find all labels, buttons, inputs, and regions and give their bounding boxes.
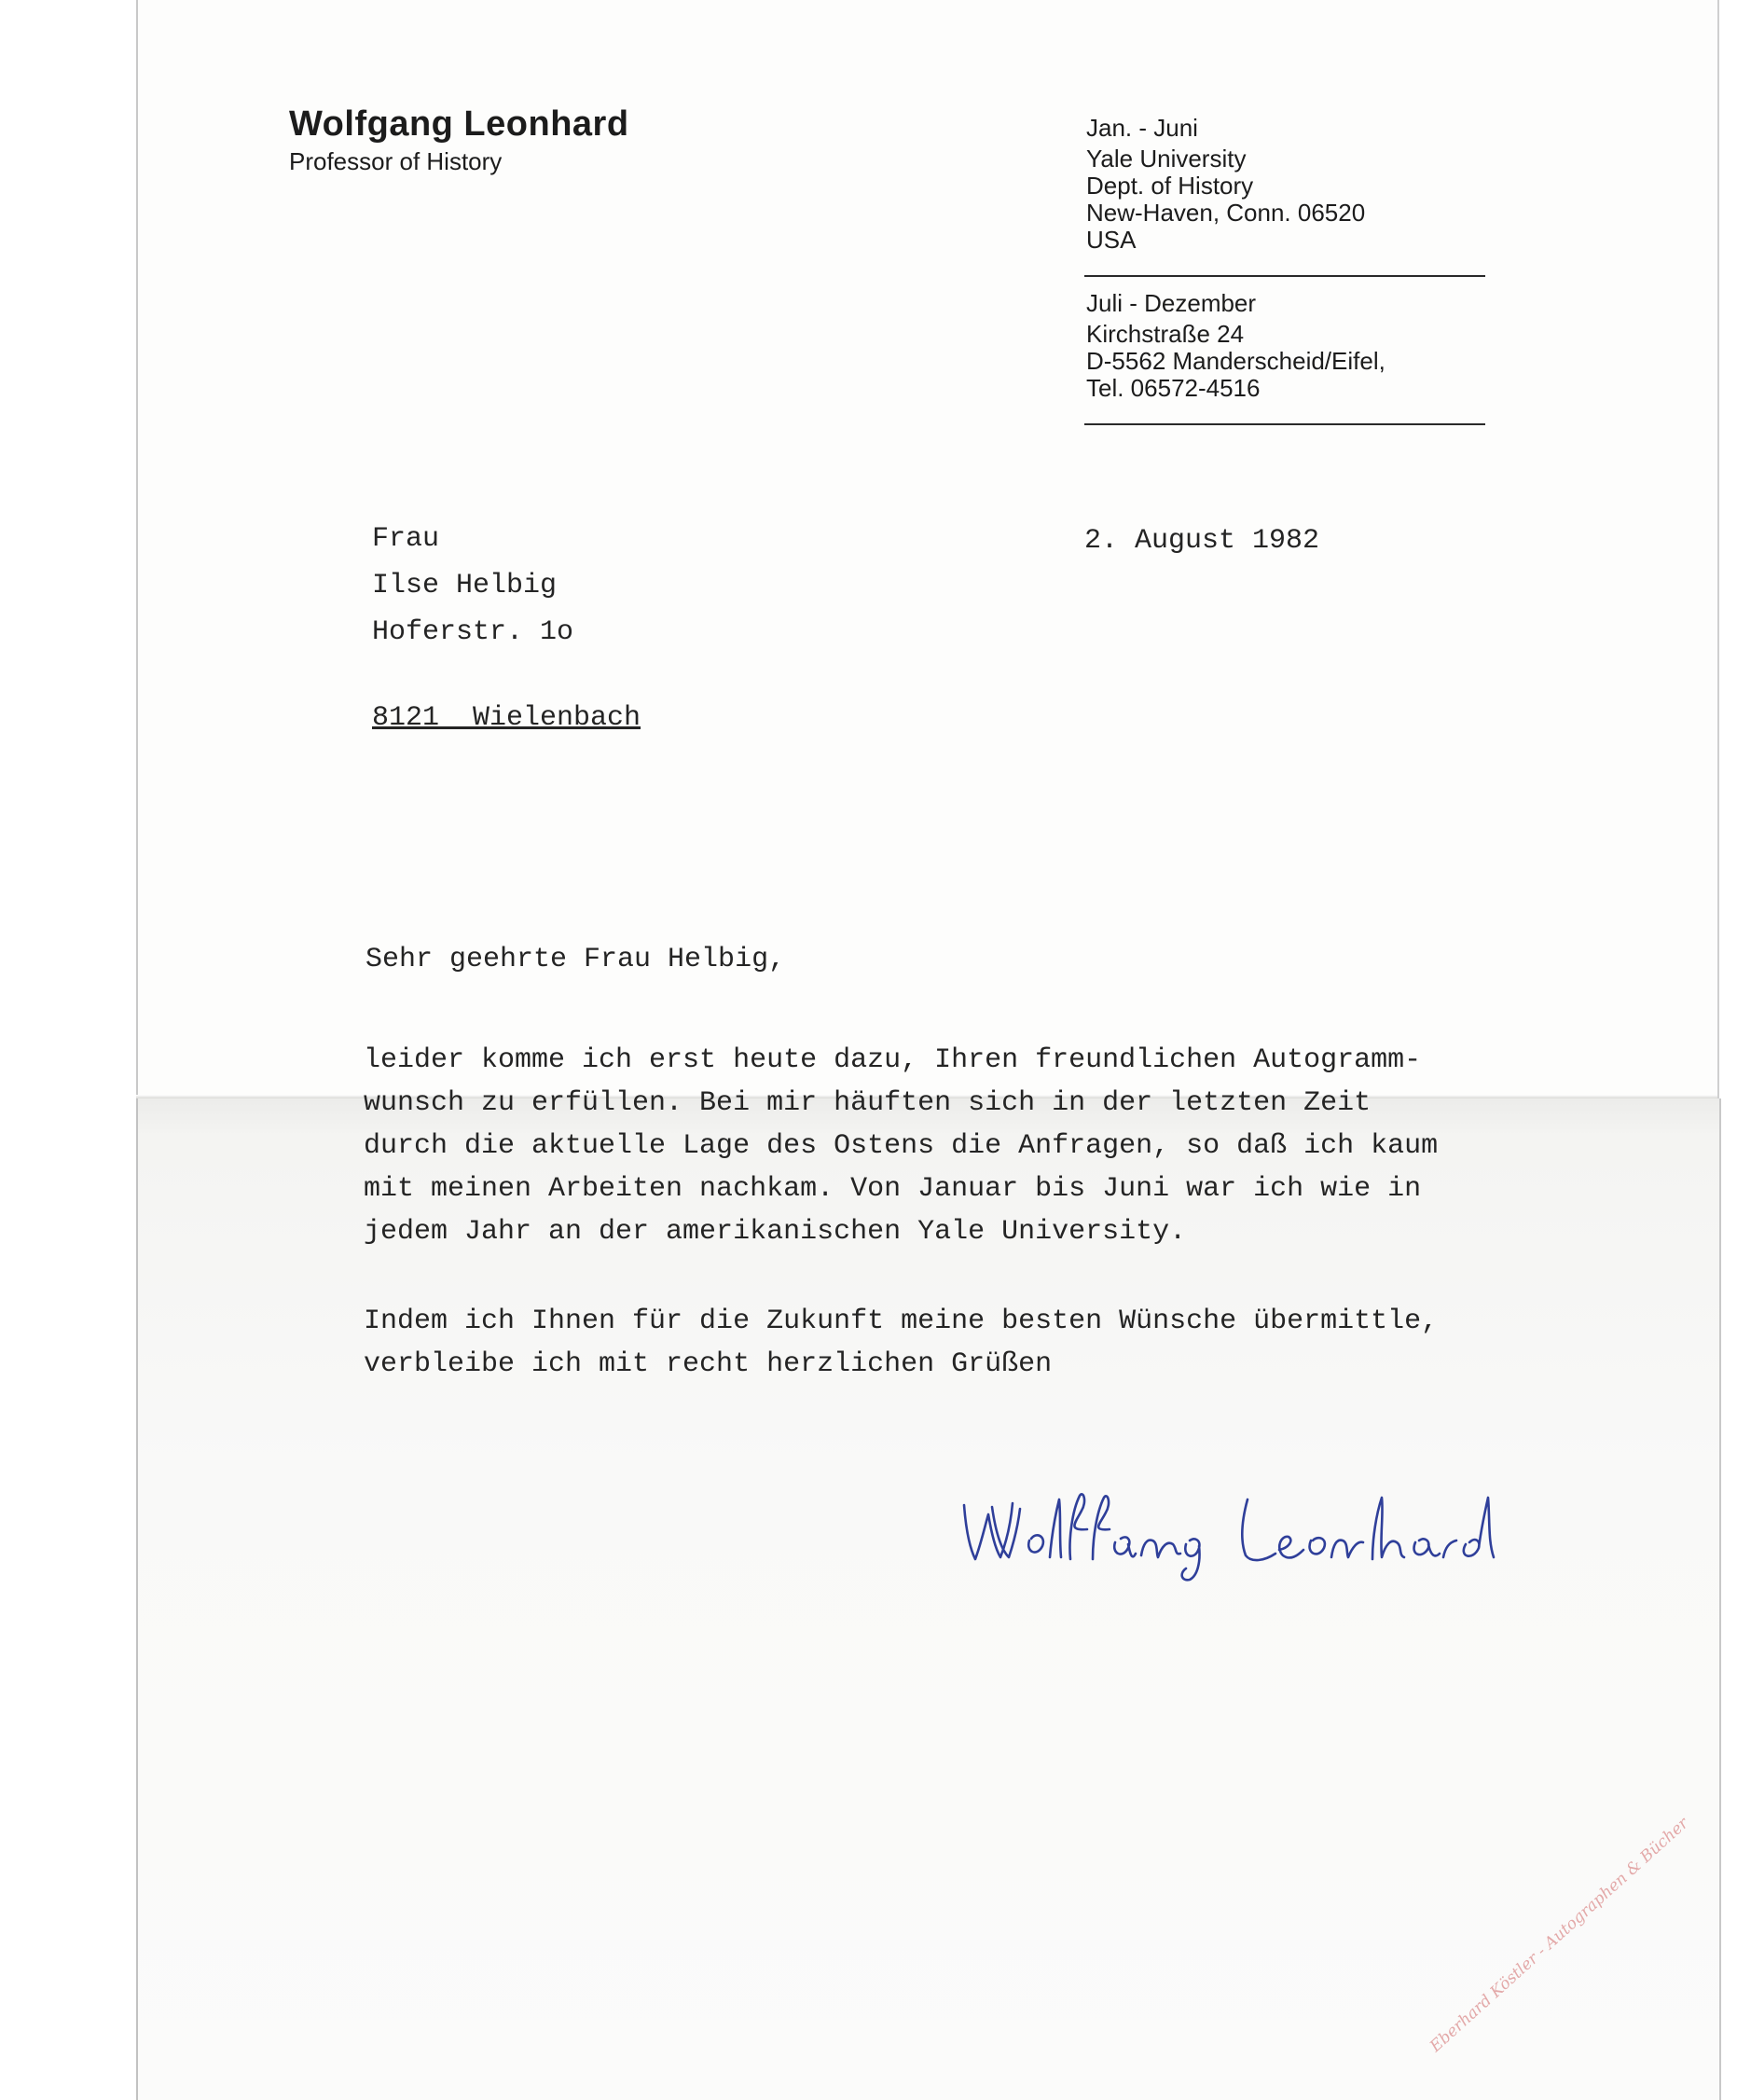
- letter-date: 2. August 1982: [1084, 525, 1320, 557]
- body-paragraph-2: [364, 1300, 1576, 1386]
- address-line: New-Haven, Conn. 06520: [1086, 199, 1366, 227]
- recipient-line: Ilse Helbig: [372, 570, 558, 601]
- recipient-line: Hoferstr. 1o: [372, 616, 574, 648]
- address-period: Jan. - Juni: [1086, 114, 1198, 142]
- address-line: Tel. 06572-4516: [1086, 374, 1261, 402]
- address-line: Dept. of History: [1086, 172, 1254, 200]
- salutation: Sehr geehrte Frau Helbig,: [365, 944, 786, 975]
- address-block-second: [1086, 290, 1385, 402]
- recipient-line: Frau: [372, 523, 440, 555]
- address-line: Kirchstraße 24: [1086, 320, 1245, 348]
- recipient-address: [372, 516, 573, 656]
- address-line: D-5562 Manderscheid/Eifel,: [1086, 347, 1385, 375]
- body-line: wunsch zu erfüllen. Bei mir häuften sich in der letzten Zeit: [364, 1087, 1372, 1119]
- body-line: jedem Jahr an der amerikanischen Yale University.: [364, 1216, 1187, 1248]
- letterhead-name: Wolfgang Leonhard: [289, 104, 629, 144]
- recipient-city: 8121 Wielenbach: [372, 702, 641, 734]
- address-divider: [1084, 275, 1485, 277]
- address-block-first: [1086, 115, 1365, 254]
- body-line: mit meinen Arbeiten nachkam. Von Januar bis Juni war ich wie in: [364, 1173, 1422, 1205]
- body-line: durch die aktuelle Lage des Ostens die Anfragen, so daß ich kaum: [364, 1130, 1439, 1162]
- body-line: leider komme ich erst heute dazu, Ihren freundlichen Autogramm-: [364, 1044, 1422, 1076]
- body-paragraph-1: [364, 1039, 1576, 1253]
- address-divider: [1084, 423, 1485, 425]
- dealer-watermark: Eberhard Köstler - Autographen & Bücher: [1427, 1814, 1693, 2056]
- address-line: USA: [1086, 226, 1137, 254]
- body-line: Indem ich Ihnen für die Zukunft meine besten Wünsche übermittle,: [364, 1306, 1439, 1337]
- address-line: Yale University: [1086, 145, 1247, 173]
- letterhead-title: Professor of History: [289, 147, 503, 175]
- address-period: Juli - Dezember: [1086, 289, 1257, 317]
- handwritten-signature: [951, 1483, 1548, 1585]
- body-line: verbleibe ich mit recht herzlichen Grüßen: [364, 1348, 1053, 1380]
